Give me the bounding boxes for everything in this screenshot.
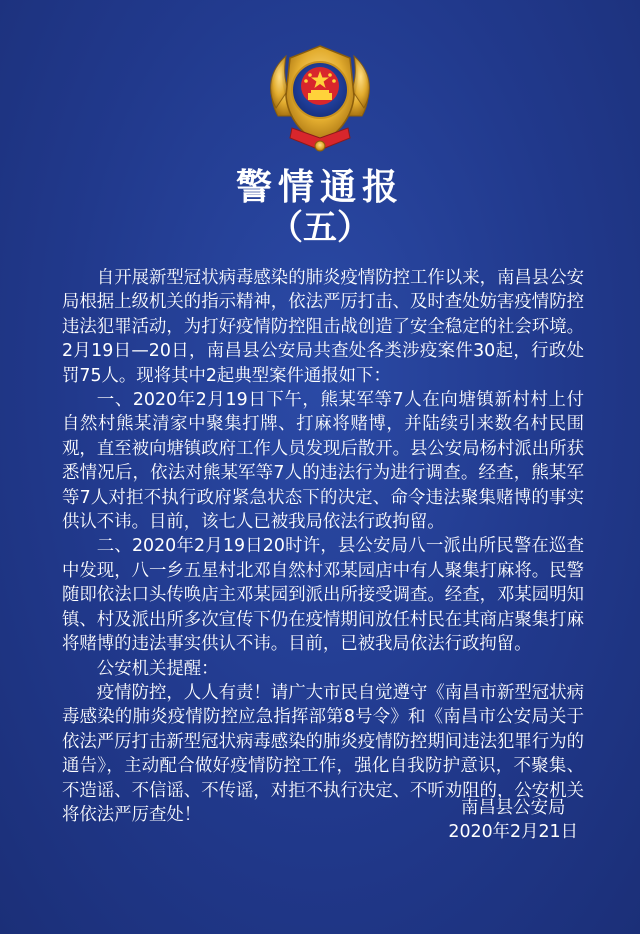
paragraph-reminder-heading: 公安机关提醒： (96, 658, 219, 679)
paragraph-reminder: 疫情防控，人人有责！请广大市民自觉遵守《南昌市新型冠状病毒感染的肺炎疫情防控应急指挥部第8号令》和《南昌市公安局关于依法严厉打击新型冠状病毒感染的肺炎疫情防控期间违法犯罪行为的通告》，主动配合做好疫情防控工作，强化自我防护意识，不聚集、不造谣、不信谣、不传谣，对拒不执行决定、不听劝阻的，公安机关将依法严厉查处！ (62, 682, 584, 825)
page-title: 警情通报 (235, 167, 404, 208)
paragraph-intro: 自开展新型冠状病毒感染的肺炎疫情防控工作以来，南昌县公安局根据上级机关的指示精神，依法严厉打击、及时查处妨害疫情防控违法犯罪活动，为打好疫情防控阻击战创造了安全稳定的社会环境。2月19日—20日，南昌县公安局共查处各类涉疫案件30起，行政处罚75人。现将其中2起典型案件通报如下： (62, 268, 584, 386)
signature-org: 南昌县公安局 (461, 798, 566, 818)
notice-body (62, 266, 584, 827)
paragraph-case-2: 二、2020年2月19日20时许，县公安局八一派出所民警在巡查中发现，八一乡五星村北邓自然村邓某园店中有人聚集打麻将。民警随即依法口头传唤店主邓某园到派出所接受调查。经查，邓某园明知镇、村及派出所多次宣传下仍在疫情期间放任村民在其商店聚集打麻将赌博的违法事实供认不讳。目前，已被我局依法行政拘留。 (62, 536, 584, 655)
paragraph-case-1: 一、2020年2月19日下午，熊某军等7人在向塘镇新村村上付自然村熊某清家中聚集打牌、打麻将赌博，并陆续引来数名村民围观，直至被向塘镇政府工作人员发现后散开。县公安局杨村派出所获悉情况后，依法对熊某军等7人的违法行为进行调查。经查，熊某军等7人对拒不执行政府紧急状态下的决定、命令违法聚集赌博的事实供认不讳。目前，该七人已被我局依法行政拘留。 (62, 390, 584, 533)
signature-block (448, 796, 578, 845)
police-emblem-icon (258, 38, 382, 162)
page-subtitle: （五） (269, 208, 371, 248)
signature-date: 2020年2月21日 (448, 822, 578, 843)
